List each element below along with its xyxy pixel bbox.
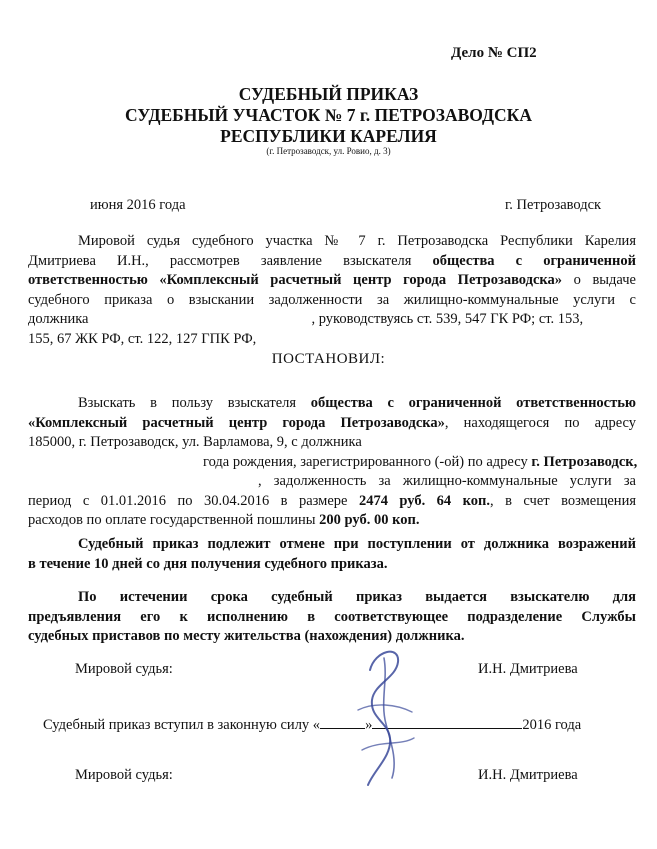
intro-line: Дмитриева И.Н., рассмотрев заявление взыскателя общества с ограниченной — [28, 252, 636, 269]
order-city: г. Петрозаводск — [505, 197, 602, 213]
document-title: СУДЕБНЫЙ ПРИКАЗ — [238, 84, 419, 104]
issue-notice — [28, 588, 636, 647]
judge-signature — [340, 640, 430, 790]
decision-paragraph — [28, 394, 636, 531]
decision-line: года рождения, зарегистрированного (-ой) по адресу г. Петрозаводск, — [203, 453, 638, 470]
issue-line: судебных приставов по месту жительства (нахождения) должника. — [28, 628, 465, 644]
intro-line: судебного приказа о взыскании задолженности за жилищно-коммунальные услуги с — [28, 291, 636, 308]
decision-line: Взыскать в пользу взыскателя общества с ограниченной ответственностью — [78, 395, 636, 411]
order-date: июня 2016 года — [90, 197, 186, 213]
intro-line: должника , руководствуясь ст. 539, 547 ГК РФ; ст. 153, — [28, 311, 584, 327]
intro-line: ответственностью «Комплексный расчетный центр города Петрозаводска» о выдаче — [28, 272, 636, 288]
judge-name-1: И.Н. Дмитриева — [478, 661, 578, 677]
decision-line: расходов по оплате государственной пошлины 200 руб. 00 коп. — [28, 512, 420, 528]
effective-line: Судебный приказ вступил в законную силу « » 2016 года — [43, 714, 581, 734]
decision-line: , задолженность за жилищно-коммунальные услуги за — [258, 473, 636, 489]
decision-line: 185000, г. Петрозаводск, ул. Варламова, 9, с должника — [28, 434, 362, 450]
cancel-line: в течение 10 дней со дня получения судебного приказа. — [28, 555, 388, 572]
cancel-line: Судебный приказ подлежит отмене при поступлении от должника возражений — [78, 536, 636, 552]
judge-name-2: И.Н. Дмитриева — [478, 767, 578, 783]
court-republic: РЕСПУБЛИКИ КАРЕЛИЯ — [220, 126, 437, 146]
case-number: Дело № СП2 — [451, 45, 537, 61]
court-district: СУДЕБНЫЙ УЧАСТОК № 7 г. ПЕТРОЗАВОДСКА — [124, 105, 532, 125]
decision-heading: ПОСТАНОВИЛ: — [271, 351, 386, 367]
intro-paragraph — [28, 232, 636, 349]
issue-line: По истечении срока судебный приказ выдается взыскателю для — [78, 589, 636, 605]
court-address: (г. Петрозаводск, ул. Ровио, д. 3) — [266, 146, 391, 156]
intro-line: 155, 67 ЖК РФ, ст. 122, 127 ГПК РФ, — [28, 330, 257, 347]
judge-label-2: Мировой судья: — [75, 767, 173, 783]
issue-line: предъявления его к исполнению в соответствующее подразделение Службы — [28, 608, 636, 625]
decision-line: «Комплексный расчетный центр города Петрозаводска», находящегося по адресу — [28, 414, 636, 431]
judge-label-1: Мировой судья: — [75, 661, 173, 677]
intro-line: Мировой судья судебного участка № 7 г. Петрозаводска Республики Карелия — [78, 233, 636, 249]
cancel-notice — [28, 535, 636, 574]
decision-line: период с 01.01.2016 по 30.04.2016 в размере 2474 руб. 64 коп., в счет возмещения — [28, 492, 636, 509]
